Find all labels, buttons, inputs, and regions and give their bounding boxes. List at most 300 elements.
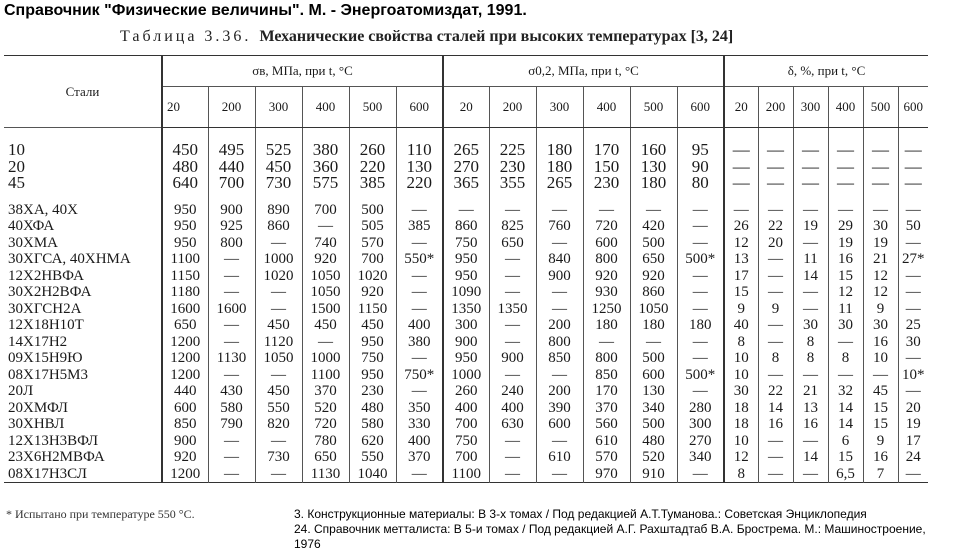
steel-name: 12Х18Н10Т <box>8 317 84 334</box>
value-cell: — <box>793 284 828 301</box>
value-cell: 1200 <box>162 334 208 351</box>
value-cell: — <box>536 235 583 252</box>
value-cell: — <box>898 383 928 400</box>
value-cell: — <box>489 284 536 301</box>
value-cell: 1200 <box>162 466 208 483</box>
value-cell: 385 <box>396 218 443 235</box>
value-cell: 16 <box>793 416 828 433</box>
temp-header: 300 <box>255 87 302 128</box>
value-cell: 525 <box>255 128 302 159</box>
value-cell: 180 <box>677 317 724 334</box>
value-cell: 450 <box>255 159 302 176</box>
value-cell: 16 <box>758 416 793 433</box>
value-cell: 10 <box>724 367 758 384</box>
value-cell: 300 <box>443 317 489 334</box>
value-cell: 365 <box>443 175 489 202</box>
value-cell: — <box>863 367 898 384</box>
value-cell: 550 <box>255 400 302 417</box>
value-cell: 8 <box>724 466 758 483</box>
value-cell: — <box>443 202 489 219</box>
value-cell: 1120 <box>255 334 302 351</box>
table-row <box>4 284 928 301</box>
steel-name: 30ХГСА, 40ХНМА <box>8 251 131 268</box>
value-cell: 15 <box>863 416 898 433</box>
value-cell: 1200 <box>162 367 208 384</box>
value-cell: 1150 <box>162 268 208 285</box>
value-cell: — <box>255 367 302 384</box>
value-cell: 17 <box>724 268 758 285</box>
value-cell: — <box>828 367 863 384</box>
value-cell: — <box>793 235 828 252</box>
value-cell: — <box>677 284 724 301</box>
value-cell: — <box>758 251 793 268</box>
value-cell: 19 <box>793 218 828 235</box>
value-cell: — <box>758 128 793 159</box>
steel-name: 10 <box>8 140 25 159</box>
value-cell: 950 <box>349 334 396 351</box>
value-cell: 520 <box>630 449 677 466</box>
value-cell: 700 <box>443 416 489 433</box>
value-cell: 220 <box>396 175 443 202</box>
steel-name: 23Х6Н2МВФА <box>8 449 105 466</box>
value-cell: — <box>898 350 928 367</box>
value-cell: 230 <box>489 159 536 176</box>
value-cell: 20 <box>758 235 793 252</box>
value-cell: — <box>536 367 583 384</box>
temp-header: 20 <box>724 87 758 128</box>
table-row <box>4 317 928 334</box>
value-cell: 11 <box>828 301 863 318</box>
value-cell: — <box>489 268 536 285</box>
value-cell: 850 <box>536 350 583 367</box>
value-cell: 80 <box>677 175 724 202</box>
value-cell: 500 <box>349 202 396 219</box>
value-cell: — <box>793 175 828 202</box>
value-cell: — <box>489 367 536 384</box>
value-cell: 740 <box>302 235 349 252</box>
value-cell: 225 <box>489 128 536 159</box>
value-cell: 12 <box>828 284 863 301</box>
temp-header: 400 <box>302 87 349 128</box>
value-cell: — <box>396 350 443 367</box>
value-cell: 265 <box>536 175 583 202</box>
header-group-uts: σв, МПа, при t, °С <box>162 56 443 87</box>
value-cell: 12 <box>724 449 758 466</box>
value-cell: — <box>758 159 793 176</box>
table-title: Механические свойства сталей при высоких температурах [3, 24] <box>259 28 734 45</box>
value-cell: 820 <box>255 416 302 433</box>
table-row <box>4 350 928 367</box>
value-cell: 760 <box>536 218 583 235</box>
temp-header: 200 <box>489 87 536 128</box>
value-cell: — <box>302 218 349 235</box>
value-cell: 620 <box>349 433 396 450</box>
value-cell: 1180 <box>162 284 208 301</box>
value-cell: — <box>898 235 928 252</box>
value-cell: 950 <box>162 235 208 252</box>
value-cell: — <box>489 334 536 351</box>
value-cell: 640 <box>162 175 208 202</box>
value-cell: 500 <box>630 235 677 252</box>
value-cell: — <box>630 202 677 219</box>
value-cell: — <box>863 175 898 202</box>
value-cell: — <box>677 218 724 235</box>
value-cell: — <box>793 433 828 450</box>
value-cell: 230 <box>583 175 630 202</box>
value-cell: 30 <box>724 383 758 400</box>
temp-header: 20 <box>443 87 489 128</box>
table-row <box>4 175 928 202</box>
value-cell: 1150 <box>349 301 396 318</box>
steel-name: 20Л <box>8 383 34 400</box>
value-cell: 25 <box>898 317 928 334</box>
table-row <box>4 301 928 318</box>
value-cell: 12 <box>724 235 758 252</box>
value-cell: 21 <box>793 383 828 400</box>
table-row <box>4 334 928 351</box>
value-cell: 800 <box>583 251 630 268</box>
value-cell: 600 <box>536 416 583 433</box>
value-cell: 930 <box>583 284 630 301</box>
value-cell: 700 <box>302 202 349 219</box>
value-cell: 860 <box>255 218 302 235</box>
value-cell: 8 <box>793 334 828 351</box>
value-cell: 9 <box>863 301 898 318</box>
steel-name: 38ХА, 40Х <box>8 201 78 218</box>
table-row <box>4 159 928 176</box>
value-cell: 450 <box>255 317 302 334</box>
table-row <box>4 251 928 268</box>
value-cell: — <box>489 251 536 268</box>
temp-header: 400 <box>583 87 630 128</box>
value-cell: 495 <box>208 128 255 159</box>
value-cell: 500 <box>630 350 677 367</box>
value-cell: 20 <box>898 400 928 417</box>
value-cell: 220 <box>349 159 396 176</box>
value-cell: 280 <box>677 400 724 417</box>
value-cell: 1600 <box>162 301 208 318</box>
value-cell: 200 <box>536 317 583 334</box>
table-row <box>4 218 928 235</box>
steel-name: 12Х13Н3ВФЛ <box>8 432 99 449</box>
value-cell: 900 <box>443 334 489 351</box>
value-cell: 780 <box>302 433 349 450</box>
value-cell: 1350 <box>443 301 489 318</box>
value-cell: 630 <box>489 416 536 433</box>
value-cell: 450 <box>349 317 396 334</box>
value-cell: 8 <box>758 350 793 367</box>
value-cell: 30 <box>863 317 898 334</box>
value-cell: — <box>396 466 443 483</box>
value-cell: — <box>255 466 302 483</box>
value-cell: — <box>677 334 724 351</box>
value-cell: 800 <box>208 235 255 252</box>
value-cell: — <box>793 128 828 159</box>
value-cell: 130 <box>396 159 443 176</box>
value-cell: 10 <box>724 350 758 367</box>
table-caption <box>120 28 733 46</box>
value-cell: 260 <box>349 128 396 159</box>
value-cell: 1350 <box>489 301 536 318</box>
value-cell: 650 <box>630 251 677 268</box>
value-cell: — <box>828 202 863 219</box>
value-cell: 600 <box>583 235 630 252</box>
value-cell: 1200 <box>162 350 208 367</box>
value-cell: 22 <box>758 383 793 400</box>
value-cell: 32 <box>828 383 863 400</box>
value-cell: 1000 <box>443 367 489 384</box>
value-cell: — <box>724 202 758 219</box>
value-cell: 850 <box>583 367 630 384</box>
value-cell: 14 <box>793 268 828 285</box>
temp-header: 20 <box>162 87 208 128</box>
steel-name: 30ХМА <box>8 234 59 251</box>
value-cell: 900 <box>162 433 208 450</box>
value-cell: 7 <box>863 466 898 483</box>
value-cell: — <box>898 268 928 285</box>
value-cell: — <box>255 301 302 318</box>
value-cell: 920 <box>630 268 677 285</box>
table-row <box>4 400 928 417</box>
value-cell: — <box>208 268 255 285</box>
value-cell: 790 <box>208 416 255 433</box>
temp-header: 500 <box>863 87 898 128</box>
value-cell: 340 <box>630 400 677 417</box>
value-cell: — <box>536 202 583 219</box>
source-line: Справочник "Физические величины". М. - Энергоатомиздат, 1991. <box>4 2 527 19</box>
value-cell: 14 <box>828 416 863 433</box>
value-cell: 45 <box>863 383 898 400</box>
value-cell: — <box>758 317 793 334</box>
value-cell: 650 <box>162 317 208 334</box>
steel-name: 14Х17Н2 <box>8 333 68 350</box>
value-cell: 180 <box>536 159 583 176</box>
value-cell: 480 <box>162 159 208 176</box>
value-cell: — <box>208 449 255 466</box>
value-cell: 150 <box>583 159 630 176</box>
value-cell: 450 <box>162 128 208 159</box>
value-cell: 370 <box>396 449 443 466</box>
value-cell: 500* <box>677 251 724 268</box>
value-cell: — <box>758 202 793 219</box>
value-cell: 480 <box>630 433 677 450</box>
value-cell: — <box>758 334 793 351</box>
value-cell: 920 <box>162 449 208 466</box>
value-cell: 800 <box>583 350 630 367</box>
value-cell: 600 <box>630 367 677 384</box>
value-cell: — <box>396 235 443 252</box>
value-cell: — <box>828 159 863 176</box>
value-cell: — <box>793 466 828 483</box>
value-cell: 40 <box>724 317 758 334</box>
value-cell: — <box>758 367 793 384</box>
value-cell: 16 <box>863 334 898 351</box>
value-cell: 400 <box>396 433 443 450</box>
steel-name: 09Х15Н9Ю <box>8 350 83 367</box>
value-cell: 170 <box>583 383 630 400</box>
value-cell: 400 <box>396 317 443 334</box>
value-cell: 370 <box>302 383 349 400</box>
value-cell: 1020 <box>255 268 302 285</box>
value-cell: 920 <box>349 284 396 301</box>
value-cell: 200 <box>536 383 583 400</box>
value-cell: — <box>583 202 630 219</box>
value-cell: 1600 <box>208 301 255 318</box>
value-cell: 1250 <box>583 301 630 318</box>
value-cell: — <box>898 466 928 483</box>
temp-header: 300 <box>536 87 583 128</box>
value-cell: 970 <box>583 466 630 483</box>
value-cell: 890 <box>255 202 302 219</box>
value-cell: 950 <box>443 350 489 367</box>
value-cell: — <box>898 128 928 159</box>
temp-header: 600 <box>898 87 928 128</box>
value-cell: 19 <box>898 416 928 433</box>
value-cell: 900 <box>489 350 536 367</box>
value-cell: — <box>758 175 793 202</box>
value-cell: — <box>208 466 255 483</box>
value-cell: 1100 <box>443 466 489 483</box>
value-cell: 925 <box>208 218 255 235</box>
value-cell: 720 <box>302 416 349 433</box>
value-cell: 10 <box>863 350 898 367</box>
value-cell: 1500 <box>302 301 349 318</box>
footnote: * Испытано при температуре 550 °С. <box>6 507 195 521</box>
value-cell: 1100 <box>162 251 208 268</box>
value-cell: — <box>677 383 724 400</box>
value-cell: — <box>677 202 724 219</box>
value-cell: 24 <box>898 449 928 466</box>
value-cell: — <box>793 301 828 318</box>
value-cell: — <box>793 202 828 219</box>
value-cell: 1130 <box>302 466 349 483</box>
value-cell: 9 <box>863 433 898 450</box>
table-row <box>4 433 928 450</box>
steel-name: 20ХМФЛ <box>8 399 68 416</box>
value-cell: 13 <box>793 400 828 417</box>
value-cell: 8 <box>724 334 758 351</box>
value-cell: 18 <box>724 400 758 417</box>
value-cell: 860 <box>443 218 489 235</box>
value-cell: — <box>208 433 255 450</box>
value-cell: 270 <box>443 159 489 176</box>
value-cell: 505 <box>349 218 396 235</box>
value-cell: 130 <box>630 159 677 176</box>
value-cell: — <box>396 268 443 285</box>
value-cell: 450 <box>255 383 302 400</box>
table-number: Таблица 3.36. <box>120 28 252 45</box>
value-cell: 50 <box>898 218 928 235</box>
table-row <box>4 202 928 219</box>
value-cell: — <box>758 284 793 301</box>
value-cell: 950 <box>162 202 208 219</box>
value-cell: 750 <box>443 235 489 252</box>
value-cell: 575 <box>302 175 349 202</box>
value-cell: 22 <box>758 218 793 235</box>
value-cell: 30 <box>863 218 898 235</box>
value-cell: 21 <box>863 251 898 268</box>
value-cell: 14 <box>828 400 863 417</box>
value-cell: 240 <box>489 383 536 400</box>
table-row <box>4 416 928 433</box>
value-cell: 1130 <box>208 350 255 367</box>
value-cell: 750* <box>396 367 443 384</box>
steel-name: 08Х17Н3СЛ <box>8 465 87 482</box>
value-cell: 90 <box>677 159 724 176</box>
value-cell: 19 <box>828 235 863 252</box>
properties-table <box>4 55 928 483</box>
value-cell: 1000 <box>302 350 349 367</box>
value-cell: 480 <box>349 400 396 417</box>
value-cell: 550 <box>349 449 396 466</box>
value-cell: — <box>396 202 443 219</box>
value-cell: — <box>208 284 255 301</box>
value-cell: — <box>208 367 255 384</box>
value-cell: 700 <box>443 449 489 466</box>
value-cell: 270 <box>677 433 724 450</box>
value-cell: 730 <box>255 175 302 202</box>
value-cell: 900 <box>208 202 255 219</box>
value-cell: 580 <box>349 416 396 433</box>
value-cell: — <box>208 251 255 268</box>
table-row <box>4 383 928 400</box>
value-cell: 570 <box>583 449 630 466</box>
value-cell: 360 <box>302 159 349 176</box>
table-row <box>4 367 928 384</box>
header-group-elongation: δ, %, при t, °С <box>724 56 928 87</box>
value-cell: 17 <box>898 433 928 450</box>
value-cell: — <box>583 334 630 351</box>
value-cell: 180 <box>536 128 583 159</box>
value-cell: 650 <box>489 235 536 252</box>
value-cell: — <box>536 284 583 301</box>
steel-name: 12Х2НВФА <box>8 267 84 284</box>
temp-header: 400 <box>828 87 863 128</box>
value-cell: 350 <box>396 400 443 417</box>
value-cell: 500 <box>630 416 677 433</box>
value-cell: 180 <box>583 317 630 334</box>
value-cell: 16 <box>828 251 863 268</box>
value-cell: 180 <box>630 317 677 334</box>
value-cell: 14 <box>758 400 793 417</box>
value-cell: 9 <box>758 301 793 318</box>
value-cell: — <box>536 466 583 483</box>
value-cell: 700 <box>349 251 396 268</box>
value-cell: 390 <box>536 400 583 417</box>
value-cell: — <box>536 301 583 318</box>
value-cell: 30 <box>898 334 928 351</box>
value-cell: — <box>396 301 443 318</box>
value-cell: 610 <box>583 433 630 450</box>
value-cell: 30 <box>828 317 863 334</box>
value-cell: 825 <box>489 218 536 235</box>
value-cell: 10 <box>724 433 758 450</box>
value-cell: 750 <box>349 350 396 367</box>
value-cell: — <box>255 284 302 301</box>
value-cell: 420 <box>630 218 677 235</box>
value-cell: 13 <box>724 251 758 268</box>
reference-3: 3. Конструкционные материалы: В 3-х томах / Под редакцией А.Т.Туманова.: Советская Энциклопедия <box>294 507 867 521</box>
value-cell: 370 <box>583 400 630 417</box>
value-cell: 230 <box>349 383 396 400</box>
value-cell: 12 <box>863 284 898 301</box>
temp-header: 200 <box>208 87 255 128</box>
value-cell: 265 <box>443 128 489 159</box>
value-cell: 430 <box>208 383 255 400</box>
value-cell: 850 <box>162 416 208 433</box>
value-cell: — <box>898 301 928 318</box>
value-cell: 19 <box>863 235 898 252</box>
